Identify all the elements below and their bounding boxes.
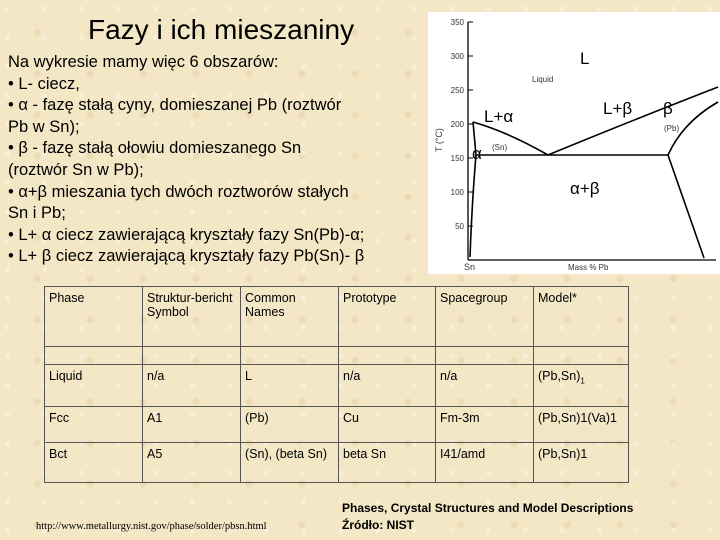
table-cell	[436, 347, 534, 365]
region-label-beta: β	[663, 99, 673, 118]
y-tick-label: 100	[450, 188, 464, 197]
table-header-cell: Spacegroup	[436, 287, 534, 347]
phase-diagram	[428, 12, 720, 274]
bullet-list	[8, 52, 453, 268]
bullet-line: Pb w Sn);	[8, 117, 80, 136]
bullet-line: Sn i Pb;	[8, 204, 66, 223]
table-cell: A5	[143, 443, 241, 483]
table-header-cell: Model*	[534, 287, 629, 347]
table-cell: n/a	[339, 365, 436, 407]
x-axis-left-label: Sn	[464, 262, 476, 272]
table-row	[45, 407, 629, 443]
table-header-cell: Struktur-bericht Symbol	[143, 287, 241, 347]
table-row	[45, 443, 629, 483]
slide-title: Fazy i ich mieszaniny	[88, 14, 355, 45]
table-cell: Liquid	[45, 365, 143, 407]
table-cell	[534, 347, 629, 365]
region-label-L-beta: L+β	[603, 99, 633, 118]
region-label-liquid: Liquid	[532, 75, 554, 84]
region-label-L-alpha: L+α	[484, 107, 514, 126]
table-cell: Fcc	[45, 407, 143, 443]
table-cell: I41/amd	[436, 443, 534, 483]
region-label-pb: (Pb)	[664, 124, 680, 133]
y-tick-label: 150	[450, 154, 464, 163]
table-cell: (Pb,Sn)1	[534, 443, 629, 483]
table-cell: n/a	[436, 365, 534, 407]
source-url-link[interactable]: http://www.metallurgy.nist.gov/phase/solder/pbsn.html	[36, 521, 267, 532]
table-cell: n/a	[143, 365, 241, 407]
table-cell	[339, 347, 436, 365]
caption-line: Phases, Crystal Structures and Model Descriptions	[342, 501, 634, 515]
table-cell: (Pb)	[241, 407, 339, 443]
table-header-cell: Prototype	[339, 287, 436, 347]
bullet-line: (roztwór Sn w Pb);	[8, 160, 144, 179]
table-cell: Bct	[45, 443, 143, 483]
bullet-line: • L+ β ciecz zawierającą kryształy fazy Pb(Sn)- β	[8, 247, 365, 266]
region-label-sn: (Sn)	[492, 143, 508, 152]
y-tick-label: 50	[455, 222, 464, 231]
region-label-alpha: α	[472, 144, 482, 163]
y-tick-label: 250	[450, 86, 464, 95]
table-cell: (Sn), (beta Sn)	[241, 443, 339, 483]
bullet-line: • L+ α ciecz zawierającą kryształy fazy Sn(Pb)-α;	[8, 225, 365, 244]
table-cell	[143, 347, 241, 365]
diagram-background	[428, 12, 720, 274]
table-cell	[534, 365, 629, 407]
model-text: (Pb,Sn)	[538, 369, 581, 383]
bullet-line: Na wykresie mamy więc 6 obszarów:	[8, 53, 279, 71]
y-tick-label: 350	[450, 18, 464, 27]
bullet-line: • α+β mieszania tych dwóch roztworów stałych	[8, 182, 349, 201]
table-cell: A1	[143, 407, 241, 443]
table-cell: Fm-3m	[436, 407, 534, 443]
region-label-alpha-beta: α+β	[570, 179, 600, 198]
bullet-line: • L- ciecz,	[8, 74, 80, 93]
y-tick-label: 200	[450, 120, 464, 129]
y-axis-label: T (°C)	[434, 128, 444, 152]
bullet-line: • α - fazę stałą cyny, domieszanej Pb (roztwór	[8, 96, 342, 115]
table-cell	[45, 347, 143, 365]
table-row	[45, 347, 629, 365]
caption-line: Źródło: NIST	[342, 518, 414, 532]
x-axis-label: Mass % Pb	[568, 263, 609, 272]
table-cell: Cu	[339, 407, 436, 443]
phase-properties-table	[44, 286, 629, 483]
table-cell: (Pb,Sn)1(Va)1	[534, 407, 629, 443]
region-label-L: L	[580, 49, 590, 68]
table-header-cell: Phase	[45, 287, 143, 347]
table-cell: L	[241, 365, 339, 407]
bullet-line: • β - fazę stałą ołowiu domieszanego Sn	[8, 139, 302, 158]
table-cell: beta Sn	[339, 443, 436, 483]
caption	[342, 500, 633, 534]
table-header-cell: Common Names	[241, 287, 339, 347]
y-tick-label: 300	[450, 52, 464, 61]
table-row	[45, 365, 629, 407]
model-subscript: 1	[580, 376, 585, 386]
table-header-row	[45, 287, 629, 347]
table-cell	[241, 347, 339, 365]
